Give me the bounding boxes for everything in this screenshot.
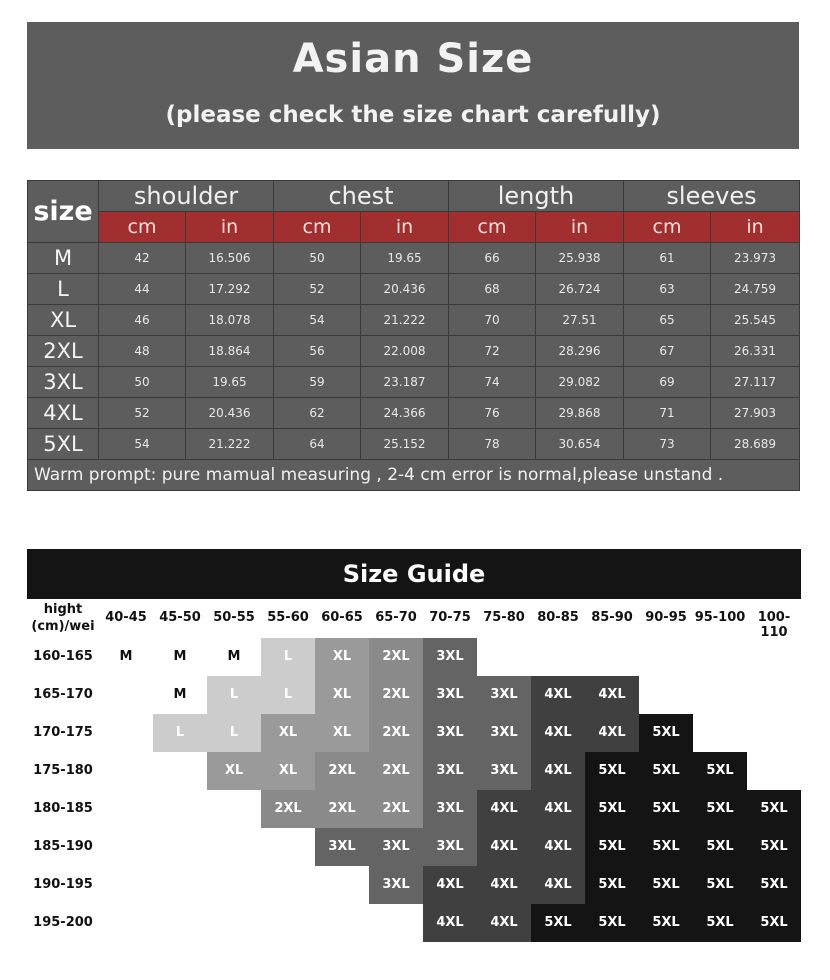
measure-value: 66: [449, 243, 536, 274]
measure-value: 74: [449, 367, 536, 398]
size-cell: 2XL: [315, 790, 369, 828]
measure-value: 42: [99, 243, 186, 274]
unit-cell: in: [711, 212, 800, 243]
note-row: [28, 460, 800, 491]
measure-value: 50: [99, 367, 186, 398]
size-cell: XL: [207, 752, 261, 790]
size-cell: M: [227, 649, 241, 664]
size-cell: 5XL: [585, 866, 639, 904]
size-cell: 4XL: [531, 752, 585, 790]
size-cell: XL: [261, 752, 315, 790]
weight-header: 55-60: [267, 610, 309, 625]
size-cell: 5XL: [639, 904, 693, 942]
size-cell: 4XL: [477, 828, 531, 866]
measure-value: 25.152: [361, 429, 449, 460]
measure-value: 78: [449, 429, 536, 460]
measure-value: 61: [624, 243, 711, 274]
measure-value: 30.654: [536, 429, 624, 460]
size-label: 4XL: [28, 398, 99, 429]
measure-value: 25.545: [711, 305, 800, 336]
measure-value: 71: [624, 398, 711, 429]
size-row: [28, 305, 800, 336]
size-guide-title: Size Guide: [27, 549, 801, 599]
corner-label-hight: hight: [43, 602, 83, 617]
measure-value: 20.436: [361, 274, 449, 305]
measure-value: 72: [449, 336, 536, 367]
weight-header: 60-65: [321, 610, 363, 625]
measure-value: 18.864: [186, 336, 274, 367]
measure-value: 19.65: [361, 243, 449, 274]
measure-value: 54: [99, 429, 186, 460]
size-label: 3XL: [28, 367, 99, 398]
size-label: M: [28, 243, 99, 274]
size-cell: 4XL: [477, 904, 531, 942]
size-cell: 4XL: [531, 676, 585, 714]
unit-cell: in: [536, 212, 624, 243]
measure-value: 69: [624, 367, 711, 398]
size-label: L: [28, 274, 99, 305]
weight-header: 90-95: [645, 610, 687, 625]
size-cell: 4XL: [477, 866, 531, 904]
measure-value: 52: [274, 274, 361, 305]
size-label: XL: [28, 305, 99, 336]
size-cell: 5XL: [693, 790, 747, 828]
size-cell: L: [261, 638, 315, 676]
measure-value: 64: [274, 429, 361, 460]
weight-header: 45-50: [159, 610, 201, 625]
measure-value: 54: [274, 305, 361, 336]
measure-value: 21.222: [361, 305, 449, 336]
measure-value: 21.222: [186, 429, 274, 460]
size-row: [28, 429, 800, 460]
hight-label: 190-195: [33, 877, 93, 892]
size-cell: 5XL: [693, 752, 747, 790]
size-row: [28, 398, 800, 429]
measure-value: 26.331: [711, 336, 800, 367]
size-cell: 4XL: [423, 904, 477, 942]
measure-value: 63: [624, 274, 711, 305]
size-cell: 4XL: [531, 790, 585, 828]
size-cell: 4XL: [531, 828, 585, 866]
guide-corner-label: [27, 601, 99, 635]
measure-value: 23.973: [711, 243, 800, 274]
size-cell: 4XL: [423, 866, 477, 904]
size-cell: 5XL: [693, 828, 747, 866]
unit-header-row: [28, 212, 800, 243]
warm-prompt-note: Warm prompt: pure mamual measuring , 2-4 cm error is normal,please unstand .: [28, 460, 800, 491]
unit-cell: cm: [274, 212, 361, 243]
size-cell: 3XL: [423, 638, 477, 676]
size-cell: 4XL: [531, 714, 585, 752]
size-cell: XL: [261, 714, 315, 752]
size-header: size: [28, 181, 99, 243]
group-chest: chest: [274, 181, 449, 212]
size-cell: XL: [315, 676, 369, 714]
hight-label: 160-165: [33, 649, 93, 664]
unit-cell: cm: [624, 212, 711, 243]
size-cell: 3XL: [477, 714, 531, 752]
measure-value: 24.759: [711, 274, 800, 305]
measure-value: 28.689: [711, 429, 800, 460]
measure-value: 27.903: [711, 398, 800, 429]
size-cell: 3XL: [315, 828, 369, 866]
hight-label: 195-200: [33, 915, 93, 930]
measure-value: 56: [274, 336, 361, 367]
unit-cell: in: [361, 212, 449, 243]
measure-value: 17.292: [186, 274, 274, 305]
measure-value: 24.366: [361, 398, 449, 429]
size-cell: 3XL: [369, 866, 423, 904]
size-cell: 2XL: [369, 638, 423, 676]
size-cell: 5XL: [585, 752, 639, 790]
hight-label: 175-180: [33, 763, 93, 778]
hight-label: 180-185: [33, 801, 93, 816]
size-cell: 5XL: [639, 752, 693, 790]
measure-value: 76: [449, 398, 536, 429]
size-cell: 5XL: [693, 866, 747, 904]
size-cell: 3XL: [423, 714, 477, 752]
group-sleeves: sleeves: [624, 181, 800, 212]
measure-value: 62: [274, 398, 361, 429]
hight-label: 170-175: [33, 725, 93, 740]
size-cell: 4XL: [585, 714, 639, 752]
weight-header: 80-85: [537, 610, 579, 625]
size-cell: 3XL: [423, 752, 477, 790]
size-cell: 5XL: [639, 828, 693, 866]
measure-value: 68: [449, 274, 536, 305]
size-cell: 5XL: [585, 904, 639, 942]
asian-table-body: [28, 181, 800, 491]
measure-value: 23.187: [361, 367, 449, 398]
asian-size-table: [27, 180, 799, 495]
measure-value: 70: [449, 305, 536, 336]
group-length: length: [449, 181, 624, 212]
size-cell: 4XL: [585, 676, 639, 714]
hight-label: 185-190: [33, 839, 93, 854]
asian-size-banner: [27, 22, 799, 149]
size-cell: 2XL: [369, 752, 423, 790]
measure-value: 22.008: [361, 336, 449, 367]
size-row: [28, 336, 800, 367]
size-cell: 5XL: [747, 866, 801, 904]
size-cell: 3XL: [369, 828, 423, 866]
measure-value: 29.082: [536, 367, 624, 398]
measure-value: 18.078: [186, 305, 274, 336]
size-row: [28, 274, 800, 305]
size-cell: 2XL: [369, 676, 423, 714]
size-label: 5XL: [28, 429, 99, 460]
measure-value: 20.436: [186, 398, 274, 429]
weight-header: 75-80: [483, 610, 525, 625]
weight-header: 85-90: [591, 610, 633, 625]
size-cell: 5XL: [639, 790, 693, 828]
size-cell: 5XL: [747, 904, 801, 942]
measure-value: 29.868: [536, 398, 624, 429]
corner-label-unit: (cm)/wei: [31, 619, 95, 634]
size-cell: 5XL: [639, 866, 693, 904]
weight-header: 50-55: [213, 610, 255, 625]
size-cell: 5XL: [585, 790, 639, 828]
hight-label: 165-170: [33, 687, 93, 702]
size-cell: 3XL: [423, 790, 477, 828]
size-label: 2XL: [28, 336, 99, 367]
size-cell: XL: [315, 714, 369, 752]
size-cell: L: [153, 714, 207, 752]
size-cell: 2XL: [261, 790, 315, 828]
size-cell: 5XL: [747, 828, 801, 866]
unit-cell: cm: [449, 212, 536, 243]
group-header-row: [28, 181, 800, 212]
size-cell: 5XL: [585, 828, 639, 866]
size-cell: M: [173, 687, 187, 702]
size-cell: 2XL: [369, 790, 423, 828]
measure-value: 59: [274, 367, 361, 398]
size-cell: 3XL: [477, 676, 531, 714]
measure-value: 48: [99, 336, 186, 367]
measure-value: 46: [99, 305, 186, 336]
size-row: [28, 243, 800, 274]
measure-value: 67: [624, 336, 711, 367]
size-cell: XL: [315, 638, 369, 676]
size-cell: 3XL: [423, 676, 477, 714]
size-cell: 5XL: [531, 904, 585, 942]
size-cell: 5XL: [693, 904, 747, 942]
size-cell: 2XL: [315, 752, 369, 790]
banner-title: Asian Size: [292, 36, 534, 82]
size-cell: L: [261, 676, 315, 714]
banner-subtitle: (please check the size chart carefully): [165, 102, 661, 128]
measure-value: 28.296: [536, 336, 624, 367]
weight-header: 40-45: [105, 610, 147, 625]
size-cell: M: [119, 649, 133, 664]
measure-value: 16.506: [186, 243, 274, 274]
size-cell: L: [207, 676, 261, 714]
measure-value: 19.65: [186, 367, 274, 398]
size-cell: 5XL: [747, 790, 801, 828]
size-cell: 2XL: [369, 714, 423, 752]
measure-value: 27.51: [536, 305, 624, 336]
weight-header: 95-100: [694, 610, 746, 625]
measure-value: 50: [274, 243, 361, 274]
size-cell: 3XL: [423, 828, 477, 866]
unit-cell: cm: [99, 212, 186, 243]
size-cell: M: [173, 649, 187, 664]
size-cell: 5XL: [639, 714, 693, 752]
size-cell: L: [207, 714, 261, 752]
size-row: [28, 367, 800, 398]
weight-header: 100-110: [757, 610, 791, 640]
measure-value: 25.938: [536, 243, 624, 274]
unit-cell: in: [186, 212, 274, 243]
measure-value: 44: [99, 274, 186, 305]
size-cell: 4XL: [531, 866, 585, 904]
measure-value: 65: [624, 305, 711, 336]
weight-header: 70-75: [429, 610, 471, 625]
measure-value: 73: [624, 429, 711, 460]
size-cell: 3XL: [477, 752, 531, 790]
weight-header: 65-70: [375, 610, 417, 625]
measure-value: 26.724: [536, 274, 624, 305]
measure-value: 52: [99, 398, 186, 429]
size-cell: 4XL: [477, 790, 531, 828]
group-shoulder: shoulder: [99, 181, 274, 212]
measure-value: 27.117: [711, 367, 800, 398]
